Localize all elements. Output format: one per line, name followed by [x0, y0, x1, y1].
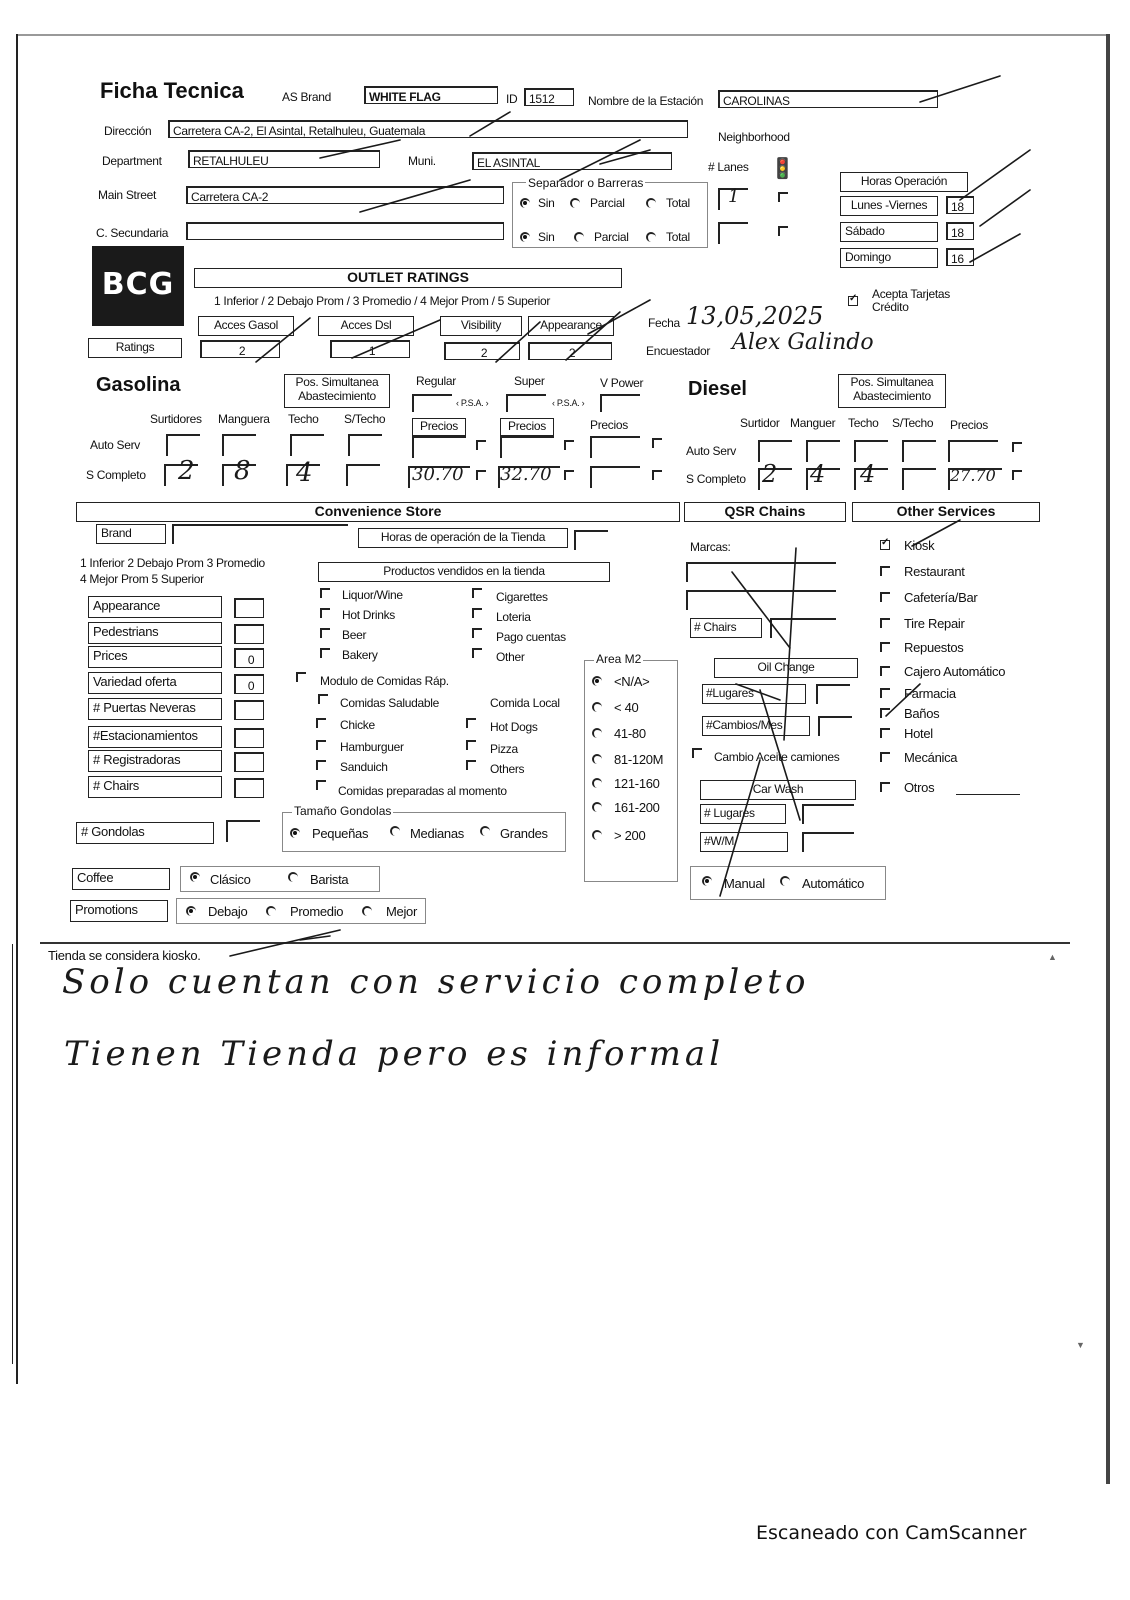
diesel-precios-label: Precios: [950, 418, 988, 432]
stroke-ratings-4: [566, 312, 620, 360]
gondola-medianas-label: Medianas: [410, 826, 464, 841]
area-option-5-label: 161-200: [614, 800, 660, 815]
product-pago-cuentas-label: Pago cuentas: [496, 630, 566, 644]
stroke-ratings-2: [352, 320, 440, 358]
food-chicke-checkbox[interactable]: [316, 718, 326, 728]
rating-label-estacionamientos: #Estacionamientos: [88, 726, 222, 748]
neighborhood-label: Neighborhood: [718, 130, 790, 144]
area-option-5-radio[interactable]: [592, 802, 602, 812]
fecha-label: Fecha: [648, 316, 680, 330]
diesel-sc-manguer-value: 4: [810, 460, 826, 488]
handwritten-note-line2: Tienen Tienda pero es informal: [64, 1034, 725, 1074]
store-scale-line2: 4 Mejor Prom 5 Superior: [80, 572, 204, 586]
station-name-label: Nombre de la Estación: [588, 94, 704, 108]
outlet-ratings-header: OUTLET RATINGS: [194, 268, 622, 288]
saludable-label: Comidas Saludable: [340, 696, 439, 710]
gondola-size-title: Tamaño Gondolas: [294, 804, 392, 818]
rating-label-puertas-neveras: # Puertas Neveras: [88, 698, 222, 720]
other-services-header: Other Services: [852, 502, 1040, 522]
techo-label: Techo: [288, 412, 319, 426]
service-kiosk-checkbox[interactable]: [880, 540, 890, 550]
lanes-main-value: 1: [728, 186, 740, 207]
rating-label-prices: Prices: [88, 646, 222, 668]
wash-automatico-label: Automático: [802, 876, 865, 891]
service-tire-repair-checkbox[interactable]: [880, 618, 890, 628]
food-others-checkbox[interactable]: [466, 760, 476, 770]
outlet-scale-text: 1 Inferior / 2 Debajo Prom / 3 Promedio / 4 Mejor Prom / 5 Superior: [214, 294, 551, 308]
stroke-header-7: [960, 150, 1030, 200]
gondolas-label: # Gondolas: [76, 822, 214, 844]
bcg-logo: BCG: [92, 246, 184, 326]
appearance-label: Appearance: [528, 316, 614, 336]
gas-sc-super-price-value: 32.70: [500, 464, 552, 485]
service-mecanica-label: Mecánica: [904, 750, 958, 765]
service-otros-label: Otros: [904, 780, 935, 795]
comida-local-label: Comida Local: [490, 696, 560, 710]
rating-label-appearance: Appearance: [88, 596, 222, 618]
product-loteria-label: Loteria: [496, 610, 531, 624]
area-option-1-label: < 40: [614, 700, 639, 715]
service-repuestos-checkbox[interactable]: [880, 642, 890, 652]
coffee-barista-label: Barista: [310, 872, 349, 887]
food-sanduich-checkbox[interactable]: [316, 760, 326, 770]
appearance-field[interactable]: 2: [528, 342, 612, 360]
psa-regular: ‹ P.S.A. ›: [456, 398, 489, 408]
rating-label-registradoras: # Registradoras: [88, 750, 222, 772]
rating-field-appearance[interactable]: [234, 598, 264, 618]
stroke-notes-1: [230, 930, 340, 956]
rating-field-chairs[interactable]: [234, 778, 264, 798]
service-banos-label: Baños: [904, 706, 940, 721]
acces-dsl-field[interactable]: 1: [330, 340, 410, 358]
saturday-label: Sábado: [840, 222, 938, 242]
gondola-grandes-label: Grandes: [500, 826, 548, 841]
rating-field-registradoras[interactable]: [234, 752, 264, 772]
stroke-ratings-3: [496, 322, 540, 362]
rating-field-estacionamientos[interactable]: [234, 728, 264, 748]
diesel-sc-surtidor-value: 2: [762, 460, 778, 488]
service-repuestos-label: Repuestos: [904, 640, 964, 655]
psa-super: ‹ P.S.A. ›: [552, 398, 585, 408]
handwritten-note-line1: Solo cuentan con servicio completo: [62, 962, 810, 1002]
prepared-label: Comidas preparadas al momento: [338, 784, 507, 798]
stroke-qsr-2: [784, 548, 796, 740]
car-wash-lugares-label: # Lugares: [700, 804, 786, 824]
regular-label: Regular: [416, 374, 456, 388]
coffee-label: Coffee: [72, 868, 170, 890]
as-brand-field[interactable]: WHITE FLAG: [364, 86, 498, 104]
address-field[interactable]: Carretera CA-2, El Asintal, Retalhuleu, Guatemala: [168, 120, 688, 138]
fast-food-label: Modulo de Comidas Ráp.: [320, 674, 449, 688]
service-cafeteria-bar-label: Cafetería/Bar: [904, 590, 978, 605]
promo-promedio-label: Promedio: [290, 904, 344, 919]
sunday-hours-field[interactable]: 16: [946, 248, 974, 266]
super-label: Super: [514, 374, 545, 388]
notes-typed-text: Tienda se considera kiosko.: [48, 948, 201, 963]
marcas-label: Marcas:: [690, 540, 731, 554]
wash-manual-label: Manual: [724, 876, 765, 891]
form-title: Ficha Tecnica: [100, 78, 244, 103]
product-pago-cuentas-checkbox[interactable]: [472, 628, 482, 638]
stroke-header-9: [970, 234, 1020, 262]
area-option-6-radio[interactable]: [592, 830, 602, 840]
qsr-chains-header: QSR Chains: [684, 502, 846, 522]
stroke-header-3: [320, 140, 400, 158]
fecha-value: 13,05,2025: [686, 302, 824, 330]
gas-sc-regular-price-value: 30.70: [412, 464, 464, 485]
scroll-down-icon[interactable]: ▼: [1076, 1340, 1085, 1350]
service-restaurant-checkbox[interactable]: [880, 566, 890, 576]
rating-label-chairs: # Chairs: [88, 776, 222, 798]
diesel-title: Diesel: [688, 378, 747, 400]
stroke-ratings-5: [588, 300, 650, 334]
service-mecanica-checkbox[interactable]: [880, 752, 890, 762]
secondary-street-label: C. Secundaria: [96, 226, 169, 240]
encuestador-value: Alex Galindo: [732, 330, 874, 355]
products-sold-header: Productos vendidos en la tienda: [318, 562, 610, 582]
area-option-4-radio[interactable]: [592, 778, 602, 788]
service-farmacia-checkbox[interactable]: [880, 688, 890, 698]
stroke-qsr-3: [760, 690, 800, 820]
service-cafeteria-bar-checkbox[interactable]: [880, 592, 890, 602]
ratings-label: Ratings: [88, 338, 182, 358]
main-total-label: Total: [666, 196, 690, 210]
scroll-up-icon[interactable]: ▲: [1048, 952, 1057, 962]
sec-total-label: Total: [666, 230, 690, 244]
diesel-surtidor-label: Surtidor: [740, 416, 780, 430]
camiones-label: Cambio Aceite camiones: [714, 750, 840, 764]
product-cigarettes-label: Cigarettes: [496, 590, 548, 604]
stroke-qsr-4: [736, 684, 780, 700]
food-others-label: Others: [490, 762, 525, 776]
sunday-label: Domingo: [840, 248, 938, 268]
main-parcial-label: Parcial: [590, 196, 625, 210]
department-label: Department: [102, 154, 162, 168]
stroke-qsr-5: [720, 760, 760, 896]
stroke-qsr-1: [732, 572, 790, 648]
product-bakery-checkbox[interactable]: [320, 648, 330, 658]
area-option-1-radio[interactable]: [592, 702, 602, 712]
service-banos-checkbox[interactable]: [880, 708, 890, 718]
vpower-precios-label: Precios: [590, 418, 628, 432]
product-liquor-wine-checkbox[interactable]: [320, 588, 330, 598]
weekday-hours-field[interactable]: 18: [946, 196, 974, 214]
area-option-3-label: 81-120M: [614, 752, 664, 767]
product-other-label: Other: [496, 650, 525, 664]
diesel-techo-label: Techo: [848, 416, 879, 430]
stroke-header-1: [470, 112, 510, 136]
gas-sc-techo-value: 4: [296, 458, 313, 488]
service-tire-repair-label: Tire Repair: [904, 616, 965, 631]
area-title: Area M2: [596, 652, 642, 666]
vpower-label: V Power: [600, 376, 644, 390]
stroke-header-4: [560, 140, 640, 180]
service-cajero-automatico-checkbox[interactable]: [880, 666, 890, 676]
main-street-label: Main Street: [98, 188, 157, 202]
product-liquor-wine-label: Liquor/Wine: [342, 588, 403, 602]
diesel-pos-simultanea: Pos. Simultanea Abastecimiento: [838, 374, 946, 408]
rating-field-puertas-neveras[interactable]: [234, 700, 264, 720]
diesel-sc-techo-value: 4: [860, 460, 876, 488]
food-hamburguer-label: Hamburguer: [340, 740, 404, 754]
area-option-2-label: 41-80: [614, 726, 646, 741]
area-option-2-radio[interactable]: [592, 728, 602, 738]
acces-gasol-field[interactable]: 2: [200, 340, 280, 358]
oil-cambios-label: #Cambios/Mes: [702, 716, 810, 736]
qsr-chairs-label: # Chairs: [690, 618, 762, 638]
service-cajero-automatico-label: Cajero Automático: [904, 664, 1006, 679]
promotions-label: Promotions: [70, 900, 168, 922]
stroke-header-2: [360, 180, 470, 212]
store-hours-label: Horas de operación de la Tienda: [358, 528, 568, 548]
product-beer-label: Beer: [342, 628, 367, 642]
oil-lugares-label: #Lugares: [702, 684, 806, 704]
product-hot-drinks-label: Hot Drinks: [342, 608, 396, 622]
gondola-pequenas-label: Pequeñas: [312, 826, 369, 841]
rating-field-pedestrians[interactable]: [234, 624, 264, 644]
gasolina-title: Gasolina: [96, 374, 181, 396]
main-street-field[interactable]: Carretera CA-2: [186, 186, 504, 204]
food-pizza-label: Pizza: [490, 742, 518, 756]
rating-field-variedad-oferta[interactable]: 0: [234, 674, 264, 694]
diesel-manguer-label: Manguer: [790, 416, 836, 430]
super-precios-label: Precios: [500, 418, 554, 436]
gas-sc-manguera-value: 8: [234, 456, 251, 486]
food-chicke-label: Chicke: [340, 718, 375, 732]
id-field[interactable]: 1512: [524, 88, 574, 106]
saturday-hours-field[interactable]: 18: [946, 222, 974, 240]
acces-dsl-label: Acces Dsl: [318, 316, 414, 336]
main-sin-label: Sin: [538, 196, 555, 210]
oil-change-label: Oil Change: [714, 658, 858, 678]
manguera-label: Manguera: [218, 412, 270, 426]
food-hamburguer-checkbox[interactable]: [316, 740, 326, 750]
sec-parcial-label: Parcial: [594, 230, 629, 244]
car-wash-label: Car Wash: [700, 780, 856, 800]
address-label: Dirección: [104, 124, 152, 138]
stroke-ratings-1: [256, 318, 310, 362]
convenience-store-header: Convenience Store: [76, 502, 680, 522]
gas-sc-surtidores-value: 2: [178, 456, 195, 486]
store-brand-label: Brand: [96, 524, 166, 544]
store-scale-line1: 1 Inferior 2 Debajo Prom 3 Promedio: [80, 556, 265, 570]
diesel-stecho-label: S/Techo: [892, 416, 934, 430]
food-pizza-checkbox[interactable]: [466, 740, 476, 750]
sec-sin-label: Sin: [538, 230, 555, 244]
surtidores-label: Surtidores: [150, 412, 202, 426]
muni-field[interactable]: EL ASINTAL: [472, 152, 672, 170]
rating-label-pedestrians: Pedestrians: [88, 622, 222, 644]
credit-card-label: Acepta Tarjetas Crédito: [872, 287, 950, 314]
product-bakery-label: Bakery: [342, 648, 378, 662]
separator-title: Separador o Barreras: [528, 176, 644, 190]
gas-s-completo-label: S Completo: [86, 468, 146, 482]
as-brand-label: AS Brand: [282, 90, 331, 104]
regular-precios-label: Precios: [412, 418, 466, 436]
promo-debajo-label: Debajo: [208, 904, 248, 919]
product-loteria-checkbox[interactable]: [472, 608, 482, 618]
product-other-checkbox[interactable]: [472, 648, 482, 658]
service-hotel-checkbox[interactable]: [880, 728, 890, 738]
muni-label: Muni.: [408, 154, 436, 168]
visibility-label: Visibility: [440, 316, 522, 336]
gas-auto-serv-label: Auto Serv: [90, 438, 140, 452]
food-sanduich-label: Sanduich: [340, 760, 388, 774]
traffic-light-icon: 🚦: [770, 158, 795, 180]
department-field[interactable]: RETALHULEU: [188, 150, 380, 168]
gas-pos-simultanea: Pos. Simultanea Abastecimiento: [284, 374, 390, 408]
product-beer-checkbox[interactable]: [320, 628, 330, 638]
product-hot-drinks-checkbox[interactable]: [320, 608, 330, 618]
id-label: ID: [506, 92, 518, 106]
service-kiosk-label: Kiosk: [904, 538, 935, 553]
service-farmacia-label: Farmacia: [904, 686, 956, 701]
service-hotel-label: Hotel: [904, 726, 933, 741]
service-restaurant-label: Restaurant: [904, 564, 965, 579]
coffee-clasico-label: Clásico: [210, 872, 251, 887]
s-techo-label: S/Techo: [344, 412, 386, 426]
product-cigarettes-checkbox[interactable]: [472, 588, 482, 598]
rating-label-variedad-oferta: Variedad oferta: [88, 672, 222, 694]
stroke-header-6: [920, 76, 1000, 102]
station-name-field[interactable]: CAROLINAS: [718, 90, 938, 108]
service-otros-checkbox[interactable]: [880, 782, 890, 792]
stroke-header-8: [980, 190, 1030, 226]
food-hot-dogs-label: Hot Dogs: [490, 720, 538, 734]
area-option-0-radio[interactable]: [592, 676, 602, 686]
area-option-4-label: 121-160: [614, 776, 660, 791]
rating-field-prices[interactable]: 0: [234, 648, 264, 668]
area-option-6-label: > 200: [614, 828, 646, 843]
area-option-0-label: <N/A>: [614, 674, 650, 689]
food-hot-dogs-checkbox[interactable]: [466, 718, 476, 728]
weekday-label: Lunes -Viernes: [840, 196, 938, 216]
diesel-sc-price-value: 27.70: [950, 466, 996, 485]
area-option-3-radio[interactable]: [592, 754, 602, 764]
car-wash-wm-label: #W/M: [700, 832, 788, 852]
lanes-label: # Lanes: [708, 160, 749, 174]
diesel-s-completo-label: S Completo: [686, 472, 746, 486]
visibility-field[interactable]: 2: [444, 342, 520, 360]
promo-mejor-label: Mejor: [386, 904, 418, 919]
diesel-auto-serv-label: Auto Serv: [686, 444, 736, 458]
camscanner-footer: Escaneado con CamScanner: [756, 1522, 1027, 1544]
hours-operation-button[interactable]: Horas Operación: [840, 172, 968, 192]
acces-gasol-label: Acces Gasol: [198, 316, 294, 336]
encuestador-label: Encuestador: [646, 344, 711, 358]
